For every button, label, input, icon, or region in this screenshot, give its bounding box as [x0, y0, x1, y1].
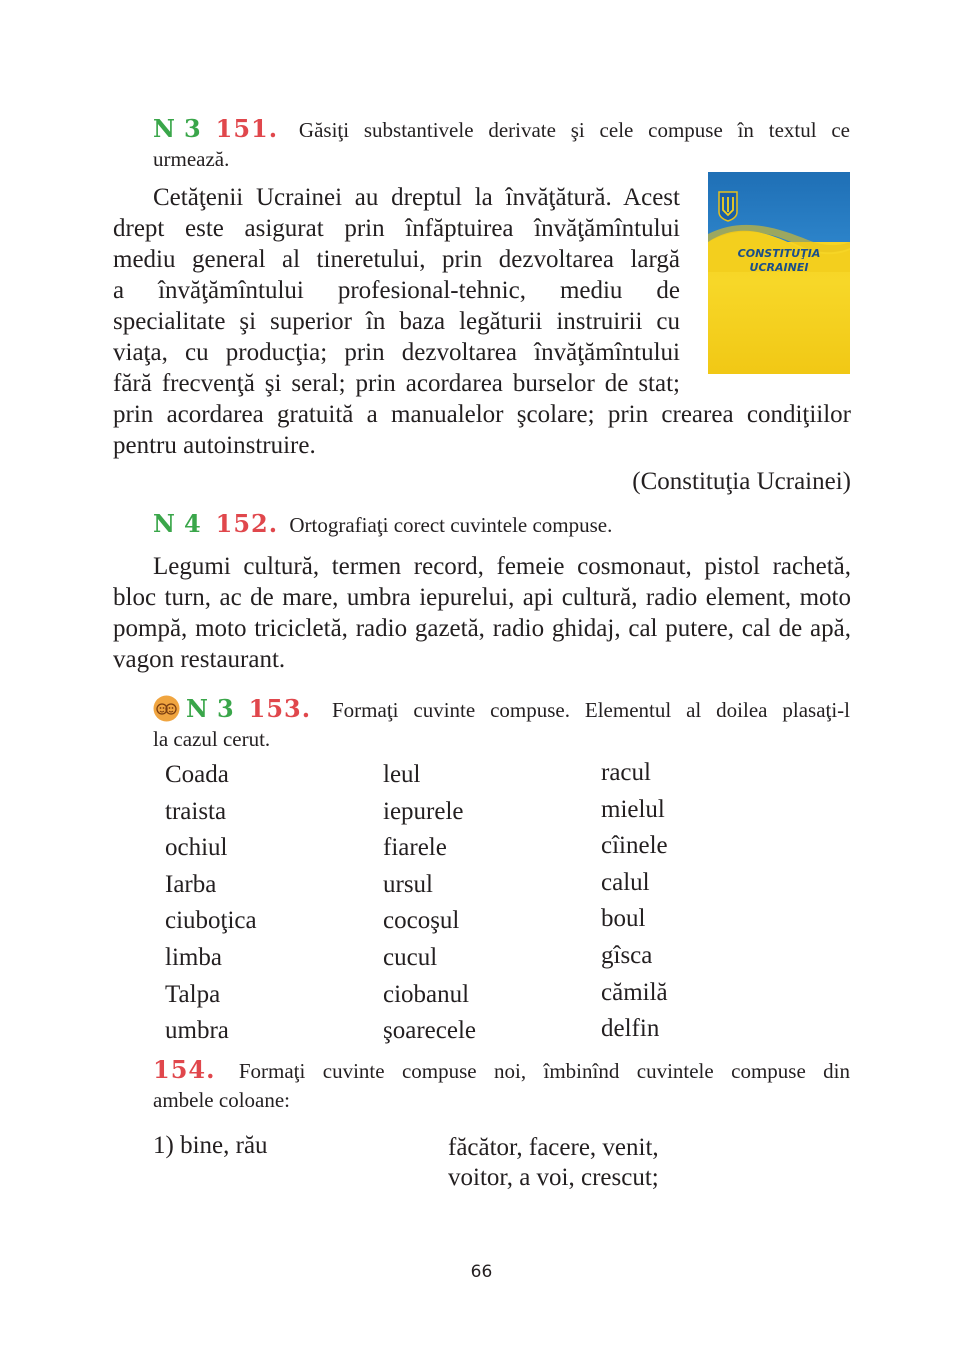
- ex152-text-line: bloc turn, ac de mare, umbra iepurelui, api cultură, radio element, moto: [113, 584, 851, 611]
- exercise-154-heading: [153, 1055, 850, 1115]
- ex154-instruction-line1: Formaţi cuvinte compuse noi, îmbinînd cuvintele compuse din: [238, 1059, 851, 1083]
- col1-word: Talpa: [165, 981, 221, 1008]
- ex154-item1-right-line2: voitor, a voi, crescut;: [448, 1164, 659, 1191]
- ex151-n-mark: N: [153, 114, 176, 143]
- ex152-text-line: pompă, moto tricicletă, radio gazetă, radio ghidaj, cal putere, cal de apă,: [113, 615, 851, 642]
- ex152-text-block: [113, 551, 851, 675]
- ex151-text-line: mediu general al tineretului, prin dezvoltarea largă: [113, 246, 680, 273]
- col2-word: fiarele: [383, 834, 447, 861]
- col2-word: ursul: [383, 871, 433, 898]
- ex152-text-line: Legumi cultură, termen record, femeie cosmonaut, pistol rachetă,: [153, 553, 851, 580]
- page-number: 66: [470, 1262, 493, 1282]
- col1-word: Coada: [165, 761, 229, 788]
- ex152-instruction: Ortografiaţi corect cuvintele compuse.: [289, 513, 613, 537]
- ex153-level: 3: [216, 694, 235, 723]
- ex152-text-last-line: vagon restaurant.: [113, 646, 286, 673]
- exercise-152-heading: [153, 509, 850, 540]
- col3-word: mielul: [601, 796, 665, 823]
- col2-word: cocoşul: [383, 907, 460, 934]
- ex154-item1-left: 1) bine, rău: [153, 1132, 268, 1159]
- col3-word: cămilă: [601, 979, 668, 1006]
- ex151-text-last-line: pentru autoinstruire.: [113, 432, 316, 459]
- ex151-source: (Constituţia Ucrainei): [632, 468, 851, 495]
- ex151-text-line: fără frecvenţă şi seral; prin acordarea burselor de stat;: [113, 370, 680, 397]
- ex151-instruction-line1: Găsiţi substantivele derivate şi cele compuse în textul ce: [298, 118, 851, 142]
- col3-word: boul: [601, 905, 646, 932]
- book-title: [708, 247, 850, 275]
- col1-word: Iarba: [165, 871, 217, 898]
- ex151-text-line: drept este asigurat prin înfăptuirea învăţămîntului: [113, 215, 680, 242]
- col3-word: racul: [601, 759, 651, 786]
- col3-word: calul: [601, 869, 650, 896]
- col3-word: gîsca: [601, 942, 653, 969]
- pair-work-icon: [153, 695, 180, 722]
- col2-word: ciobanul: [383, 981, 470, 1008]
- col2-word: iepurele: [383, 798, 464, 825]
- constitution-book-image: [708, 172, 850, 374]
- ex152-number: 152.: [215, 509, 279, 538]
- ex151-text-line: a învăţămîntului profesional-tehnic, mediu de: [113, 277, 680, 304]
- col2-word: şoarecele: [383, 1017, 476, 1044]
- ex153-n-mark: N: [186, 694, 209, 723]
- col3-word: delfin: [601, 1015, 660, 1042]
- ex151-text-line: viaţa, cu producţia; prin dezvoltarea învăţămîntului: [113, 339, 680, 366]
- ex151-number: 151.: [215, 114, 279, 143]
- ex151-text-line: specialitate şi superior în baza legăturii instruirii cu: [113, 308, 680, 335]
- exercise-151-heading: [153, 114, 850, 174]
- ex151-instruction-line2: urmează.: [153, 147, 230, 171]
- book-title-line1: CONSTITUŢIA: [737, 247, 821, 260]
- ex152-level: 4: [183, 509, 202, 538]
- ex151-level: 3: [183, 114, 202, 143]
- book-title-line2: UCRAINEI: [749, 261, 809, 274]
- col3-word: cîinele: [601, 832, 668, 859]
- trident-icon: [717, 190, 739, 222]
- ex154-item1-right-line1: făcător, facere, venit,: [448, 1134, 659, 1161]
- col1-word: limba: [165, 944, 222, 971]
- ex153-instruction-line2: la cazul cerut.: [153, 727, 271, 751]
- ex152-n-mark: N: [153, 509, 176, 538]
- col1-word: umbra: [165, 1017, 229, 1044]
- ex151-text-line: prin acordarea gratuită a manualelor şcolare; prin crearea condiţiilor: [113, 401, 851, 428]
- ex153-instruction-line1: Formaţi cuvinte compuse. Elementul al doilea plasaţi-l: [332, 698, 851, 722]
- exercise-153-heading: [153, 694, 850, 754]
- ex151-text-line: Cetăţenii Ucrainei au dreptul la învăţătură. Acest: [153, 184, 680, 211]
- ex154-instruction-line2: ambele coloane:: [153, 1088, 291, 1112]
- col1-word: ciuboţica: [165, 907, 257, 934]
- ex153-number: 153.: [248, 694, 312, 723]
- ex154-number: 154.: [153, 1055, 216, 1084]
- col1-word: ochiul: [165, 834, 228, 861]
- col1-word: traista: [165, 798, 227, 825]
- col2-word: leul: [383, 761, 421, 788]
- col2-word: cucul: [383, 944, 438, 971]
